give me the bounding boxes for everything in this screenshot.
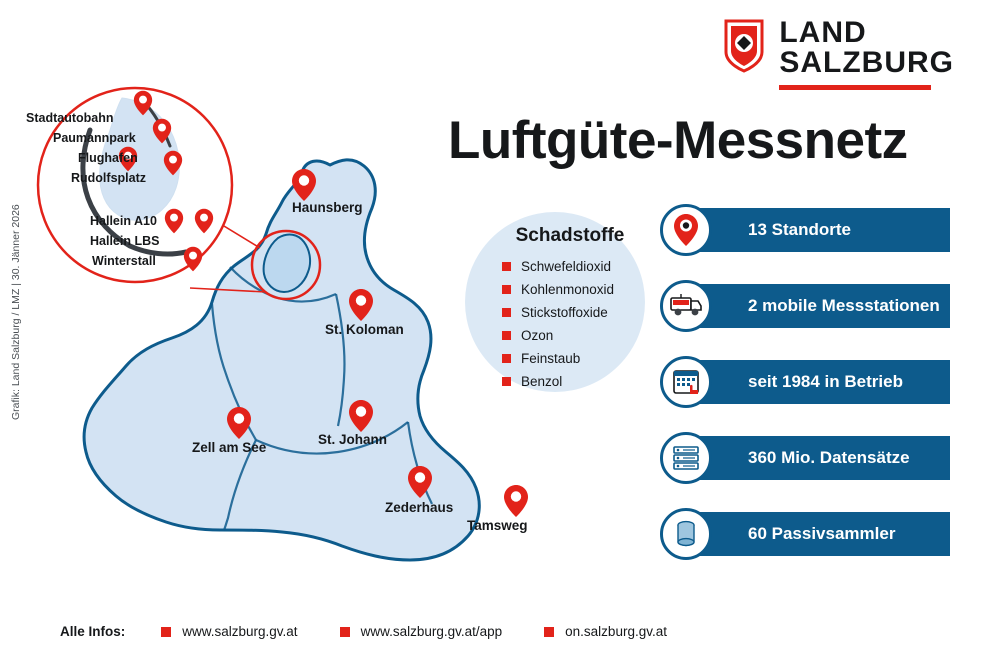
list-item [502,351,670,366]
stat-bar [688,512,950,556]
bullet-square-icon [502,308,511,317]
pollutant-label: Schwefeldioxid [521,259,612,274]
footer-link-label: www.salzburg.gv.at/app [360,624,503,639]
stats-list [660,208,950,588]
inset-label-winterstall: Winterstall [92,254,156,268]
station-pin-winterstall[interactable] [183,246,203,272]
list-item [502,259,670,274]
pollutants-title: Schadstoffe [515,225,625,246]
station-pin-zederhaus[interactable] [407,465,433,499]
map-label-zell-am-see: Zell am See [192,440,267,455]
station-pin-rudolfsplatz[interactable] [163,150,183,176]
stat-label-passivsammler: 60 Passivsammler [748,524,896,543]
station-pin-st-koloman[interactable] [348,288,374,322]
station-pin-paumannpark[interactable] [152,118,172,144]
salzburg-coat-of-arms-icon [723,18,765,74]
bullet-square-icon [161,627,171,637]
station-pin-tamsweg[interactable] [503,484,529,518]
inset-label-hallein-a10: Hallein A10 [90,214,157,228]
bullet-square-icon [502,377,511,386]
stat-label-standorte: 13 Standorte [748,220,851,239]
pollutants-panel [470,225,670,397]
bullet-square-icon [502,285,511,294]
map-label-zederhaus: Zederhaus [385,500,454,515]
bullet-square-icon [502,262,511,271]
footer [60,624,709,639]
logo-underline [779,85,931,90]
stat-row-datensaetze [660,436,950,480]
calendar-hand-icon [660,356,712,408]
bullet-square-icon [544,627,554,637]
stat-label-messstationen: 2 mobile Messstationen [748,296,940,315]
map-label-st-johann: St. Johann [318,432,388,447]
stat-bar [688,436,950,480]
pollutant-label: Stickstoffoxide [521,305,608,320]
pollutant-label: Ozon [521,328,554,343]
logo-wordmark [779,18,954,90]
logo-line-1: LAND [779,16,867,49]
stat-row-messstationen [660,284,950,328]
page-title: Luftgüte-Messnetz [448,111,908,170]
stat-label-datensaetze: 360 Mio. Datensätze [748,448,910,467]
footer-link-website[interactable] [161,624,297,639]
map-label-haunsberg: Haunsberg [292,200,363,215]
station-pin-hallein-lbs[interactable] [194,208,214,234]
server-stack-icon [660,432,712,484]
land-salzburg-logo [723,18,954,90]
bullet-square-icon [502,331,511,340]
stat-row-standorte [660,208,950,252]
footer-link-label: www.salzburg.gv.at [182,624,298,639]
station-pin-st-johann[interactable] [348,399,374,433]
station-pin-stadtautobahn[interactable] [133,90,153,116]
stat-bar [688,360,950,404]
bullet-square-icon [502,354,511,363]
measurement-van-icon [660,280,712,332]
stat-row-betrieb [660,360,950,404]
inset-label-stadtautobahn: Stadtautobahn [26,111,114,125]
pollutant-label: Benzol [521,374,563,389]
station-pin-zell-am-see[interactable] [226,406,252,440]
footer-link-label: on.salzburg.gv.at [565,624,667,639]
pollutant-label: Kohlenmonoxid [521,282,615,297]
credit-text: Grafik: Land Salzburg / LMZ | 30. Jänner 2026 [10,204,22,420]
sampler-tube-icon [660,508,712,560]
footer-link-on[interactable] [544,624,667,639]
stat-bar [688,284,950,328]
pollutants-list [470,259,670,389]
map-pin-icon [660,204,712,256]
map-label-tamsweg: Tamsweg [467,518,528,533]
stat-label-betrieb: seit 1984 in Betrieb [748,372,903,391]
station-pin-hallein-a10[interactable] [164,208,184,234]
list-item [502,305,670,320]
footer-title: Alle Infos: [60,624,126,639]
stat-bar [688,208,950,252]
list-item [502,328,670,343]
pollutant-label: Feinstaub [521,351,581,366]
inset-label-rudolfsplatz: Rudolfsplatz [71,171,146,185]
map-label-st-koloman: St. Koloman [325,322,404,337]
inset-label-flughafen: Flughafen [78,151,138,165]
logo-line-2: SALZBURG [779,46,954,79]
inset-label-paumannpark: Paumannpark [53,131,136,145]
list-item [502,374,670,389]
salzburg-map [26,60,528,590]
stat-row-passivsammler [660,512,950,556]
footer-link-app[interactable] [340,624,503,639]
list-item [502,282,670,297]
inset-label-hallein-lbs: Hallein LBS [90,234,160,248]
bullet-square-icon [340,627,350,637]
station-pin-haunsberg[interactable] [291,168,317,202]
